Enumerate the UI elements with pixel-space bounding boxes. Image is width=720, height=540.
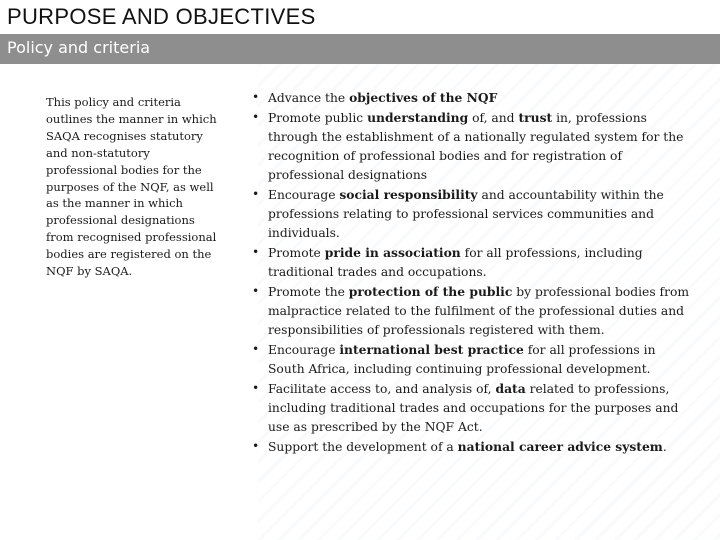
bullet-icon: • — [252, 284, 260, 298]
bullet-icon: • — [252, 187, 260, 201]
section-banner — [0, 34, 720, 64]
list-item: • Support the development of a national career advice system. — [252, 439, 667, 454]
bullet-icon: • — [252, 110, 260, 124]
list-item: • Promote the protection of the public by professional bodies from malpractice related to the fulfilment of the professional duties and responsibilities of professionals registered with them. — [252, 284, 690, 337]
list-item: • Facilitate access to, and analysis of, data related to professions, including traditional trades and occupations for the purposes and use as prescribed by the NQF Act. — [252, 381, 679, 434]
bullet-icon: • — [252, 381, 260, 395]
bullet-icon: • — [252, 439, 260, 453]
list-item: • Advance the objectives of the NQF — [252, 90, 498, 105]
list-item: • Encourage social responsibility and accountability within the professions relating to professional services communities and individuals. — [252, 187, 664, 240]
bullet-icon: • — [252, 90, 260, 104]
bullet-icon: • — [252, 342, 260, 356]
intro-paragraph: This policy and criteria outlines the manner in which SAQA recognises statutory and non-statutory professional bodies for the purposes of the NQF, as well as the manner in which professional designations from recognised professional bodies are registered on the NQF by SAQA. — [46, 95, 217, 279]
bullet-icon: • — [252, 245, 260, 259]
list-item: • Encourage international best practice for all professions in South Africa, including continuing professional development. — [252, 342, 656, 376]
list-item: • Promote pride in association for all professions, including traditional trades and occupations. — [252, 245, 643, 279]
page-title: PURPOSE AND OBJECTIVES — [7, 4, 316, 29]
list-item: • Promote public understanding of, and trust in, professions through the establishment of a nationally regulated system for the recognition of professional bodies and for registration of professional designations — [252, 110, 684, 182]
objectives-list — [250, 88, 695, 457]
section-heading: Policy and criteria — [7, 38, 151, 57]
